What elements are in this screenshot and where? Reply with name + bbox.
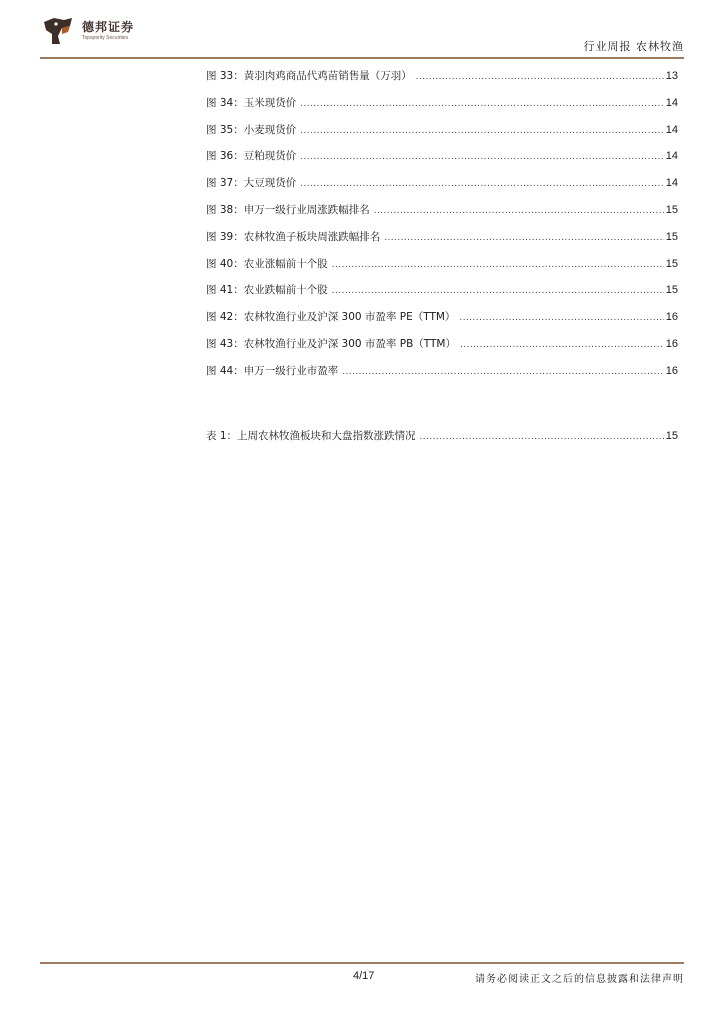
figure-title: 图 36：豆粕现货价 <box>206 150 297 163</box>
figure-page-number: 15 <box>665 284 678 297</box>
figure-page-number: 16 <box>665 311 678 324</box>
figure-entry[interactable] <box>206 68 678 95</box>
report-category: 行业周报 农林牧渔 <box>583 40 684 53</box>
figure-title: 图 34：玉米现货价 <box>206 96 297 109</box>
dot-leader <box>459 312 663 323</box>
figure-page-number: 16 <box>665 364 678 377</box>
figure-page-number: 15 <box>665 203 678 216</box>
dot-leader <box>374 205 664 216</box>
figure-page-number: 14 <box>665 96 678 109</box>
figure-index <box>206 68 678 390</box>
figure-entry[interactable] <box>206 175 678 202</box>
header-divider <box>40 57 684 59</box>
figure-title: 图 37：大豆现货价 <box>206 177 297 190</box>
figure-entry[interactable] <box>206 336 678 363</box>
dot-leader <box>420 431 664 442</box>
footer-divider <box>40 962 684 964</box>
dot-leader <box>300 151 664 162</box>
figure-entry[interactable] <box>206 256 678 283</box>
table-index <box>206 428 678 455</box>
figure-title: 图 35：小麦现货价 <box>206 123 297 136</box>
figure-page-number: 15 <box>665 257 678 270</box>
figure-title: 图 42：农林牧渔行业及沪深 300 市盈率 PE（TTM） <box>206 311 456 324</box>
figure-entry[interactable] <box>206 282 678 309</box>
figure-entry[interactable] <box>206 95 678 122</box>
table-title: 表 1：上周农林牧渔板块和大盘指数涨跌情况 <box>206 430 416 442</box>
figure-title: 图 41：农业跌幅前十个股 <box>206 284 328 297</box>
figure-title: 图 33：黄羽肉鸡商品代鸡苗销售量（万羽） <box>206 70 412 82</box>
logo-chinese-name: 德邦证券 <box>82 20 135 34</box>
figure-page-number: 16 <box>665 337 678 350</box>
dot-leader <box>332 259 664 270</box>
topsperity-logo-icon <box>40 14 78 48</box>
dot-leader <box>300 178 664 189</box>
figure-page-number: 15 <box>665 230 678 243</box>
figure-page-number: 13 <box>665 70 678 82</box>
figure-page-number: 14 <box>665 177 678 190</box>
figure-entry[interactable] <box>206 122 678 149</box>
figure-entry[interactable] <box>206 363 678 390</box>
figure-title: 图 38：申万一级行业周涨跌幅排名 <box>206 203 370 216</box>
figure-title: 图 40：农业涨幅前十个股 <box>206 257 328 270</box>
figure-entry[interactable] <box>206 202 678 229</box>
company-logo <box>40 14 134 48</box>
figure-page-number: 14 <box>665 123 678 136</box>
legal-disclaimer: 请务必阅读正文之后的信息披露和法律声明 <box>475 974 684 985</box>
logo-english-name: Topsperity Securities <box>82 35 129 41</box>
dot-leader <box>332 285 664 296</box>
dot-leader <box>300 98 664 109</box>
dot-leader <box>384 232 664 243</box>
dot-leader <box>300 125 664 136</box>
page-number: 4/17 <box>353 970 375 982</box>
dot-leader <box>342 366 664 377</box>
figure-entry[interactable] <box>206 148 678 175</box>
figure-entry[interactable] <box>206 229 678 256</box>
figure-title: 图 39：农林牧渔子板块周涨跌幅排名 <box>206 230 381 243</box>
figure-page-number: 14 <box>665 150 678 163</box>
table-entry[interactable] <box>206 428 678 455</box>
page-header <box>40 14 684 58</box>
figure-title: 图 44：申万一级行业市盈率 <box>206 364 339 377</box>
dot-leader <box>416 71 664 82</box>
figure-entry[interactable] <box>206 309 678 336</box>
figure-title: 图 43：农林牧渔行业及沪深 300 市盈率 PB（TTM） <box>206 337 456 350</box>
dot-leader <box>460 339 664 350</box>
table-page-number: 15 <box>665 430 678 442</box>
